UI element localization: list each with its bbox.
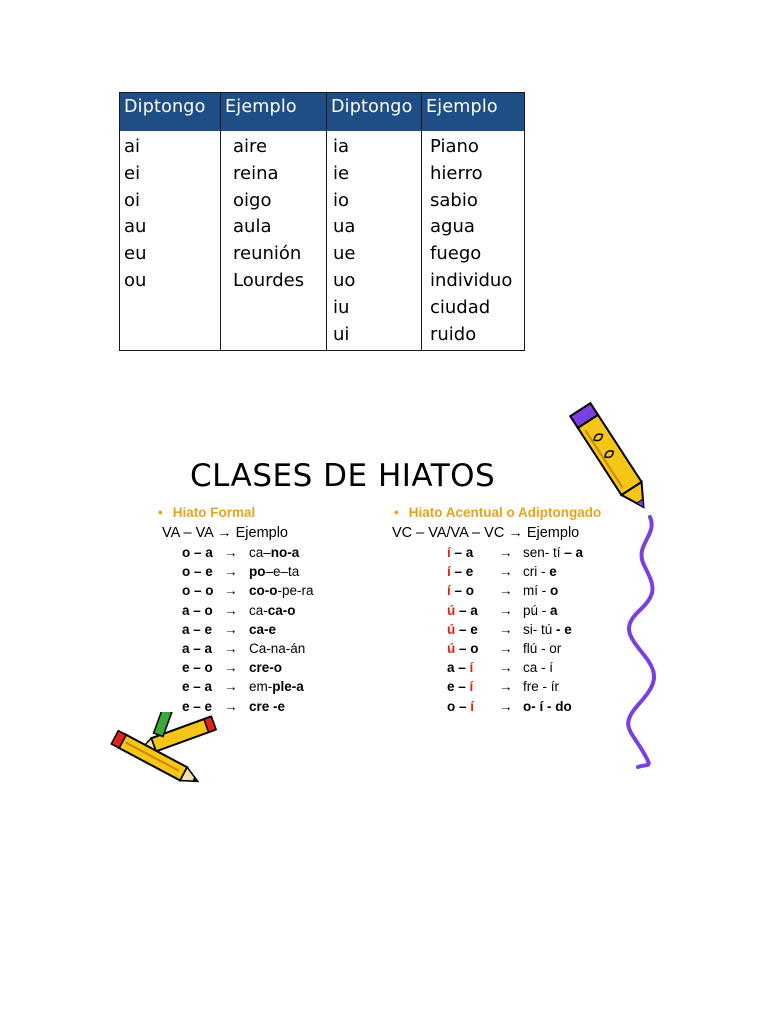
word-part: flú - or <box>523 640 562 656</box>
pencils-icon <box>106 712 226 792</box>
list-item <box>182 620 382 639</box>
arrow: → <box>499 660 513 676</box>
vowel: a <box>470 602 478 618</box>
example-word <box>523 639 561 658</box>
list-item <box>447 677 647 696</box>
list-item <box>182 601 382 620</box>
heading-text: Hiato Formal <box>172 505 256 520</box>
table-cell: iu <box>333 296 350 318</box>
table-cell: ua <box>333 216 356 238</box>
table-cell: eu <box>124 243 147 265</box>
vowel-pair: e – e <box>182 698 213 714</box>
example-word <box>249 581 314 600</box>
example-word <box>523 601 558 620</box>
vowel-pair <box>447 562 473 581</box>
example-word <box>249 601 296 620</box>
heading-text: Hiato Acentual o Adiptongado <box>408 505 602 520</box>
word-part-bold: – a <box>564 545 584 560</box>
example-word <box>249 677 304 696</box>
list-item <box>447 601 647 620</box>
column-header: Ejemplo <box>422 93 524 131</box>
list-item <box>447 562 647 581</box>
vowel: í <box>447 564 451 580</box>
word-part: ca - í <box>523 660 554 676</box>
table-cell: oi <box>124 189 141 211</box>
arrow: → <box>224 679 238 695</box>
example-word <box>249 620 276 639</box>
vowel-pair: o – o <box>182 583 214 599</box>
arrow: → <box>499 621 513 637</box>
word-part: Ca-na-án <box>249 640 306 656</box>
table-cell: Lourdes <box>233 269 305 291</box>
table-cell: ei <box>124 162 141 184</box>
table-column <box>327 93 422 350</box>
vowel: o <box>447 698 456 714</box>
list-item <box>447 658 647 677</box>
vowel-pair: e – a <box>182 679 213 695</box>
list-item <box>447 639 647 658</box>
table-cell: hierro <box>430 162 483 184</box>
vowel-pair: o – e <box>182 564 213 580</box>
table-cell: Piano <box>430 136 479 157</box>
word-part: ca– <box>249 545 271 560</box>
column-cells <box>120 131 220 295</box>
word-part-bold: ca-e <box>249 621 277 637</box>
diptongo-table <box>119 92 525 351</box>
vowel-pair <box>447 697 474 716</box>
word-part: mí - <box>523 583 550 599</box>
column-header: Diptongo <box>120 93 220 131</box>
word-part-bold: cre-o <box>249 660 283 676</box>
vowel: í <box>447 545 451 560</box>
table-cell: ai <box>124 136 141 157</box>
table-cell: oigo <box>233 189 272 211</box>
word-part-bold: o- í - do <box>523 698 572 714</box>
vowel: ú <box>447 640 456 656</box>
arrow: → <box>224 545 238 560</box>
word-part: –e–ta <box>265 564 300 580</box>
list-item <box>182 562 382 581</box>
word-part-bold: o <box>550 583 559 599</box>
word-part-bold: e <box>549 564 557 580</box>
vowel-pair: o – a <box>182 545 213 560</box>
dash: – <box>455 621 471 637</box>
arrow: → <box>499 640 513 656</box>
table-cell: ou <box>124 269 147 291</box>
arrow: → <box>224 660 238 676</box>
example-word <box>249 562 299 581</box>
arrow: → <box>499 545 513 560</box>
table-cell: ia <box>333 136 350 157</box>
arrow: → <box>224 583 238 599</box>
list-item <box>182 639 382 658</box>
dash: – <box>450 583 466 599</box>
vowel: í <box>469 660 474 676</box>
example-word <box>523 581 558 600</box>
arrow: → <box>499 564 513 580</box>
word-part-bold: co-o <box>249 583 278 599</box>
list-item <box>182 677 382 696</box>
arrow: → <box>224 640 238 656</box>
vowel: a <box>465 545 474 560</box>
vowel: í <box>470 698 475 714</box>
example-word <box>249 639 305 658</box>
table-cell: ui <box>333 323 350 345</box>
word-part: -pe-ra <box>277 583 314 599</box>
dash: – <box>454 679 470 695</box>
column-cells <box>221 131 326 295</box>
example-word <box>523 658 553 677</box>
vowel-pair <box>447 581 474 600</box>
arrow: → <box>224 602 238 618</box>
word-part-bold: ple-a <box>272 679 304 695</box>
table-cell: ruido <box>430 323 477 345</box>
table-cell: sabio <box>430 189 478 211</box>
list-item <box>447 581 647 600</box>
formula-formal: VA – VA → Ejemplo <box>162 525 288 541</box>
example-word <box>523 620 572 639</box>
dash: – <box>455 698 471 714</box>
word-part-bold: a <box>550 602 558 618</box>
column-header: Diptongo <box>327 93 421 131</box>
column-cells <box>422 131 524 348</box>
list-item <box>447 543 647 562</box>
vowel-pair <box>447 543 473 562</box>
example-word <box>523 543 583 562</box>
dash: – <box>454 660 470 676</box>
vowel: e <box>465 564 474 580</box>
word-part: pú - <box>523 602 551 618</box>
vowel: e <box>447 679 455 695</box>
hiato-formal-list <box>182 543 382 716</box>
vowel-pair: a – e <box>182 621 213 637</box>
column-cells <box>327 131 421 348</box>
list-item <box>182 658 382 677</box>
table-cell: reina <box>233 162 279 184</box>
table-cell: aula <box>233 216 272 238</box>
bullet: • <box>158 505 163 520</box>
vowel-pair: a – a <box>182 640 213 656</box>
example-word <box>249 543 299 562</box>
vowel-pair <box>447 658 473 677</box>
vowel: o <box>465 583 475 599</box>
arrow: → <box>499 583 513 599</box>
column-header: Ejemplo <box>221 93 326 131</box>
page-title: CLASES DE HIATOS <box>190 458 496 494</box>
table-column <box>422 93 524 350</box>
word-part: em- <box>249 679 273 695</box>
word-part-bold: - e <box>556 621 572 637</box>
arrow: → <box>499 679 513 695</box>
example-word <box>523 677 559 696</box>
section-heading-acentual <box>394 505 601 520</box>
dash: – <box>455 602 471 618</box>
table-cell: ie <box>333 162 350 184</box>
word-part-bold: po <box>249 564 266 580</box>
vowel: o <box>470 640 479 656</box>
vowel-pair <box>447 601 478 620</box>
table-cell: reunión <box>233 243 302 265</box>
example-word <box>523 562 557 581</box>
list-item <box>182 697 382 716</box>
table-cell: aire <box>233 136 268 157</box>
example-word <box>249 658 282 677</box>
table-column <box>221 93 327 350</box>
list-item <box>182 581 382 600</box>
word-part: sen- tí <box>523 545 565 560</box>
vowel: e <box>470 621 478 637</box>
vowel: ú <box>447 602 456 618</box>
word-part-bold: no-a <box>270 545 300 560</box>
dash: – <box>450 564 466 580</box>
arrow: → <box>499 698 513 714</box>
arrow: → <box>224 564 238 580</box>
arrow: → <box>224 698 238 714</box>
table-cell: ue <box>333 243 356 265</box>
word-part: fre - ír <box>523 679 559 695</box>
table-column <box>120 93 221 350</box>
table-cell: fuego <box>430 243 482 265</box>
list-item <box>182 543 382 562</box>
dash: – <box>450 545 466 560</box>
vowel: í <box>469 679 474 695</box>
vowel-pair: e – o <box>182 660 213 676</box>
word-part: si- tú <box>523 621 557 637</box>
hiato-acentual-list <box>447 543 647 716</box>
word-part: ca- <box>249 602 268 618</box>
bullet: • <box>394 505 399 520</box>
vowel-pair <box>447 677 473 696</box>
word-part: cri - <box>523 564 550 580</box>
example-word <box>523 697 572 716</box>
arrow: → <box>499 602 513 618</box>
word-part-bold: ca-o <box>267 602 296 618</box>
list-item <box>447 697 647 716</box>
table-cell: individuo <box>430 269 513 291</box>
vowel: a <box>447 660 455 676</box>
arrow: → <box>224 621 238 637</box>
formula-acentual: VC – VA/VA – VC → Ejemplo <box>392 525 580 541</box>
table-cell: io <box>333 189 350 211</box>
dash: – <box>455 640 471 656</box>
section-heading-formal <box>158 505 255 520</box>
vowel: í <box>447 583 451 599</box>
table-cell: uo <box>333 269 356 291</box>
list-item <box>447 620 647 639</box>
table-cell: ciudad <box>430 296 491 318</box>
vowel: ú <box>447 621 456 637</box>
vowel-pair: a – o <box>182 602 213 618</box>
table-cell: au <box>124 216 147 238</box>
vowel-pair <box>447 620 478 639</box>
example-word <box>249 697 285 716</box>
table-cell: agua <box>430 216 475 238</box>
vowel-pair <box>447 639 479 658</box>
word-part-bold: cre -e <box>249 698 286 714</box>
